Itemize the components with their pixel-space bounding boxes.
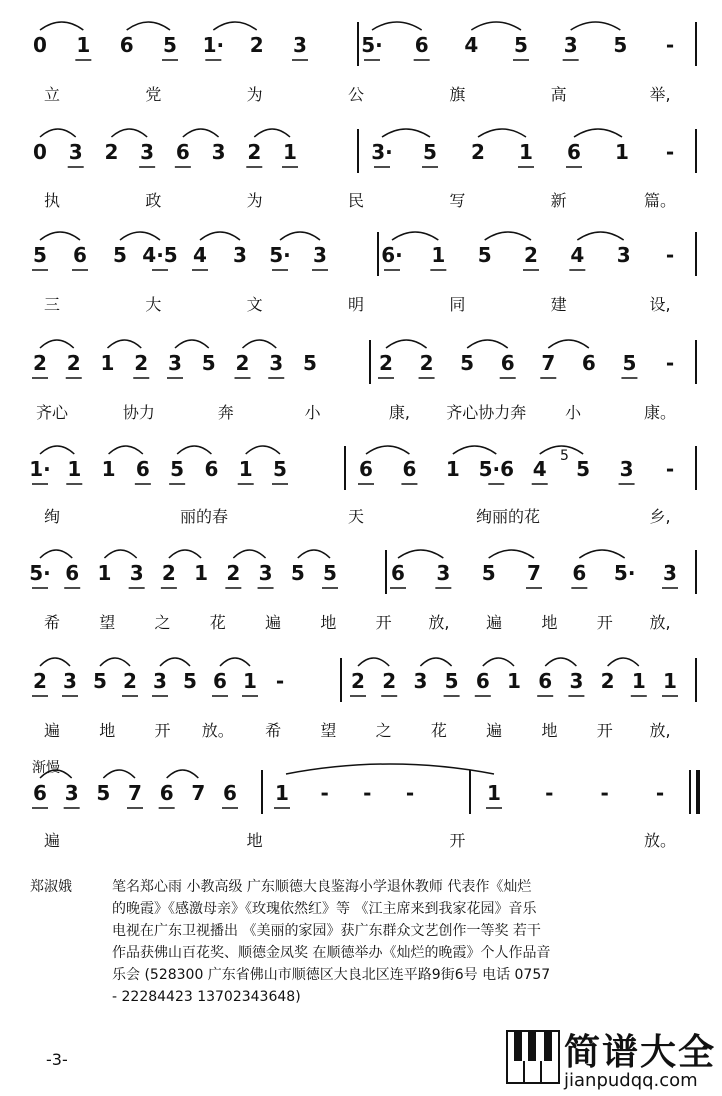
lyric-word: 齐心协力奔 bbox=[446, 403, 527, 422]
lyric-word: 天 bbox=[347, 507, 365, 526]
note: 7 bbox=[527, 561, 541, 585]
note: 1 bbox=[487, 781, 501, 805]
lyric-word: 丽的春 bbox=[179, 507, 229, 526]
note: - bbox=[363, 781, 372, 805]
note: - bbox=[665, 243, 675, 267]
note: 1 bbox=[507, 669, 521, 693]
slur-arc bbox=[467, 340, 508, 348]
slur-arc bbox=[485, 232, 531, 240]
lyric-word: 协力 bbox=[122, 403, 155, 422]
note: 3 bbox=[64, 781, 79, 805]
note: 6 bbox=[581, 351, 596, 375]
slur-arc bbox=[40, 446, 74, 454]
note: 3 bbox=[233, 243, 247, 267]
note: 5 bbox=[423, 140, 437, 164]
note: 2 bbox=[600, 669, 615, 693]
slur-arc bbox=[358, 658, 389, 666]
grace-note: 5 bbox=[560, 448, 569, 464]
bio-line: 笔名郑心雨 小教高级 广东顺德大良鉴海小学退休教师 代表作《灿烂 bbox=[112, 879, 532, 895]
note: 6 bbox=[73, 243, 87, 267]
note: 5 bbox=[303, 351, 317, 375]
lyric-word: 花 bbox=[430, 721, 447, 740]
note: 6 bbox=[213, 669, 227, 693]
slur-arc bbox=[254, 129, 290, 137]
note: - bbox=[665, 457, 675, 481]
note: 5 bbox=[481, 561, 496, 585]
slur-arc bbox=[608, 658, 639, 666]
lyric-word: 绚丽的花 bbox=[475, 507, 541, 526]
lyric-word: 地 bbox=[246, 831, 263, 850]
slur-arc bbox=[453, 446, 496, 454]
note: 3 bbox=[258, 561, 273, 585]
note: 5 bbox=[323, 561, 337, 585]
note: - bbox=[405, 781, 415, 805]
note: 1 bbox=[76, 33, 91, 57]
note: 3 bbox=[140, 140, 155, 164]
lyric-word: 高 bbox=[550, 85, 567, 104]
note: 5· bbox=[361, 33, 383, 57]
slur-arc bbox=[213, 22, 256, 30]
lyric-word: 遍 bbox=[43, 831, 61, 850]
slur-arc bbox=[120, 232, 160, 240]
slur-arc bbox=[392, 232, 438, 240]
slur-arc bbox=[40, 658, 70, 666]
note: 3 bbox=[168, 351, 182, 375]
lyric-word: 新 bbox=[550, 191, 567, 210]
lyric-word: 党 bbox=[145, 85, 162, 104]
slur-arc bbox=[104, 550, 136, 558]
lyric-word: 开 bbox=[596, 613, 613, 632]
lyric-word: 三 bbox=[43, 295, 61, 314]
slur-arc bbox=[177, 446, 211, 454]
note: 6 bbox=[175, 140, 190, 164]
note: 2 bbox=[379, 351, 393, 375]
slur-arc bbox=[233, 550, 265, 558]
note: 6 bbox=[135, 457, 150, 481]
slur-arc bbox=[398, 550, 443, 558]
note: 7 bbox=[191, 781, 206, 805]
note: - bbox=[655, 781, 665, 805]
note: 2 bbox=[247, 140, 262, 164]
lyric-word: 希 bbox=[43, 613, 61, 632]
slur-arc bbox=[109, 446, 143, 454]
note: 3 bbox=[63, 669, 77, 693]
slur-arc bbox=[280, 232, 320, 240]
tie-arc bbox=[286, 764, 494, 774]
note: 7 bbox=[541, 351, 556, 375]
lyric-word: 小 bbox=[565, 403, 582, 422]
lyric-word: 遍 bbox=[486, 721, 503, 740]
slur-arc bbox=[108, 340, 142, 348]
lyric-word: 遍 bbox=[265, 613, 282, 632]
note: 3 bbox=[436, 561, 451, 585]
lyric-word: 之 bbox=[375, 721, 392, 740]
note: - bbox=[320, 781, 329, 805]
note: 6 bbox=[65, 561, 80, 585]
note: 5 bbox=[576, 457, 591, 481]
lyric-word: 政 bbox=[145, 191, 162, 210]
slur-arc bbox=[127, 22, 170, 30]
note: 6 bbox=[159, 781, 174, 805]
slur-arc bbox=[40, 232, 80, 240]
note: 5 bbox=[113, 243, 127, 267]
brand-name: 简谱大全 bbox=[564, 1032, 717, 1073]
note: 7 bbox=[128, 781, 142, 805]
slur-arc bbox=[471, 22, 521, 30]
bio-line: 作品获佛山百花奖、顺德金凤奖 在顺德举办《灿烂的晚霞》个人作品音 bbox=[112, 945, 551, 961]
note: 1 bbox=[238, 457, 253, 481]
slur-arc bbox=[111, 129, 147, 137]
slur-arc bbox=[420, 658, 451, 666]
lyric-word: 放, bbox=[428, 613, 450, 632]
slur-arc bbox=[100, 658, 130, 666]
note: 1 bbox=[519, 140, 533, 164]
note: 1· bbox=[202, 33, 225, 57]
note: 4 bbox=[193, 243, 207, 267]
note: 6 bbox=[402, 457, 417, 481]
lyric-word: 开 bbox=[449, 831, 466, 850]
note: 5· bbox=[613, 561, 636, 585]
slur-arc bbox=[478, 129, 526, 137]
slur-arc bbox=[489, 550, 534, 558]
lyric-word: 明 bbox=[347, 295, 365, 314]
note: 0 bbox=[33, 33, 47, 57]
lyric-word: 花 bbox=[209, 613, 226, 632]
lyric-word: 望 bbox=[320, 721, 337, 740]
note: 5·6 bbox=[478, 457, 515, 481]
note: 5 bbox=[460, 351, 475, 375]
lyric-word: 遍 bbox=[486, 613, 503, 632]
note: 1 bbox=[275, 781, 289, 805]
note: 6 bbox=[33, 781, 47, 805]
note: 5 bbox=[93, 669, 107, 693]
bio-line: 的晚霞》《感激母亲》《玫瑰依然红》等 《江主席来到我家花园》音乐 bbox=[112, 901, 537, 917]
slur-arc bbox=[183, 129, 219, 137]
slur-arc bbox=[103, 770, 135, 778]
note: - bbox=[665, 351, 675, 375]
slur-arc bbox=[40, 340, 74, 348]
slur-arc bbox=[175, 340, 209, 348]
slur-arc bbox=[545, 658, 576, 666]
slur-arc bbox=[40, 129, 76, 137]
note: 4 bbox=[570, 243, 585, 267]
note: 3 bbox=[616, 243, 631, 267]
composer-name: 郑淑娥 bbox=[30, 879, 72, 895]
lyric-word: 放。 bbox=[201, 721, 234, 740]
lyric-word: 写 bbox=[449, 191, 466, 210]
lyric-word: 执 bbox=[43, 191, 61, 210]
note: 5 bbox=[163, 33, 177, 57]
note: 5· bbox=[29, 561, 51, 585]
lyric-word: 希 bbox=[265, 721, 282, 740]
note: 3· bbox=[371, 140, 393, 164]
composer-bio-text bbox=[112, 876, 702, 1008]
note: 4·5 bbox=[142, 243, 178, 267]
note: 2 bbox=[226, 561, 241, 585]
slur-arc bbox=[386, 340, 427, 348]
slur-arc bbox=[577, 232, 623, 240]
note: 2 bbox=[351, 669, 365, 693]
note: 3 bbox=[293, 33, 307, 57]
lyric-word: 篇。 bbox=[643, 191, 677, 210]
lyric-word: 旗 bbox=[449, 85, 466, 104]
lyric-word: 放, bbox=[649, 613, 671, 632]
slur-arc bbox=[40, 550, 72, 558]
note: 1 bbox=[615, 140, 629, 164]
note: 2 bbox=[471, 140, 485, 164]
note: 2 bbox=[33, 351, 47, 375]
slur-arc bbox=[40, 22, 83, 30]
bio-line: 乐会 (528300 广东省佛山市顺德区大良北区连平路9街6号 电话 0757 bbox=[112, 967, 551, 983]
bio-line: - 22284423 13702343648) bbox=[112, 989, 301, 1005]
lyric-word: 设, bbox=[649, 295, 671, 314]
lyric-word: 地 bbox=[541, 721, 558, 740]
note: 5 bbox=[477, 243, 492, 267]
note: 6 bbox=[359, 457, 373, 481]
note: - bbox=[665, 33, 675, 57]
note: 6 bbox=[538, 669, 553, 693]
note: 2 bbox=[249, 33, 264, 57]
note: 6 bbox=[500, 351, 515, 375]
note: 1· bbox=[29, 457, 51, 481]
note: 5 bbox=[96, 781, 111, 805]
lyric-word: 康。 bbox=[643, 403, 677, 422]
lyric-word: 奔 bbox=[217, 403, 234, 422]
note: 1 bbox=[67, 457, 82, 481]
note: - bbox=[665, 140, 675, 164]
slur-arc bbox=[243, 340, 277, 348]
note: 3 bbox=[129, 561, 144, 585]
note: 5 bbox=[201, 351, 216, 375]
lyric-word: 同 bbox=[449, 295, 466, 314]
note: 6 bbox=[475, 669, 490, 693]
note: 3 bbox=[269, 351, 284, 375]
lyric-word: 文 bbox=[246, 295, 263, 314]
note: 6· bbox=[381, 243, 403, 267]
lyric-word: 康, bbox=[388, 403, 410, 422]
lyric-word: 地 bbox=[99, 721, 116, 740]
note: 5 bbox=[613, 33, 628, 57]
note: 2 bbox=[161, 561, 176, 585]
lyric-word: 绚 bbox=[43, 507, 61, 526]
note: 1 bbox=[663, 669, 677, 693]
lyric-word: 小 bbox=[304, 403, 321, 422]
note: 5 bbox=[33, 243, 47, 267]
note: 2 bbox=[33, 669, 47, 693]
lyric-word: 开 bbox=[375, 613, 392, 632]
lyric-word: 乡, bbox=[649, 507, 671, 526]
slur-arc bbox=[169, 550, 201, 558]
bio-line: 电视在广东卫视播出 《美丽的家园》获广东群众文艺创作一等奖 若干 bbox=[112, 923, 541, 939]
slur-arc bbox=[483, 658, 514, 666]
slur-arc bbox=[246, 446, 280, 454]
lyric-word: 放。 bbox=[643, 831, 677, 850]
note: 2 bbox=[66, 351, 81, 375]
slur-arc bbox=[167, 770, 199, 778]
note: 5 bbox=[290, 561, 305, 585]
note: 0 bbox=[33, 140, 47, 164]
lyric-word: 举, bbox=[649, 85, 671, 104]
lyric-word: 为 bbox=[246, 85, 263, 104]
lyric-word: 地 bbox=[320, 613, 337, 632]
note: 6 bbox=[223, 781, 237, 805]
slur-arc bbox=[548, 340, 589, 348]
note: 5 bbox=[444, 669, 459, 693]
note: 2 bbox=[235, 351, 250, 375]
slur-arc bbox=[571, 22, 621, 30]
piano-keys-icon bbox=[506, 1030, 560, 1084]
lyric-word: 放, bbox=[649, 721, 671, 740]
note: 1 bbox=[431, 243, 446, 267]
slur-arc bbox=[382, 129, 430, 137]
note: 1 bbox=[243, 669, 257, 693]
lyric-word: 望 bbox=[99, 613, 116, 632]
note: 5· bbox=[269, 243, 291, 267]
slur-arc bbox=[574, 129, 622, 137]
tempo-marking: 渐慢 bbox=[32, 760, 60, 776]
lyric-word: 大 bbox=[145, 295, 162, 314]
note: - bbox=[600, 781, 609, 805]
note: 2 bbox=[134, 351, 149, 375]
note: 5 bbox=[514, 33, 528, 57]
note: 3 bbox=[619, 457, 634, 481]
note: 2 bbox=[104, 140, 119, 164]
page-number: -3- bbox=[46, 1050, 68, 1069]
note: 3 bbox=[663, 561, 677, 585]
note: 3 bbox=[313, 243, 327, 267]
note: 3 bbox=[68, 140, 83, 164]
note: 1 bbox=[97, 561, 112, 585]
note: 6 bbox=[391, 561, 405, 585]
note: 1 bbox=[445, 457, 460, 481]
note: 2 bbox=[123, 669, 137, 693]
note: 6 bbox=[567, 140, 581, 164]
note: 1 bbox=[283, 140, 297, 164]
note: 6 bbox=[204, 457, 219, 481]
lyric-word: 为 bbox=[246, 191, 263, 210]
slur-arc bbox=[160, 658, 190, 666]
note: 2 bbox=[524, 243, 538, 267]
lyric-word: 之 bbox=[154, 613, 171, 632]
slur-arc bbox=[200, 232, 240, 240]
site-logo[interactable] bbox=[506, 1024, 718, 1092]
lyric-word: 齐心 bbox=[35, 403, 69, 422]
note: 5 bbox=[622, 351, 637, 375]
slur-arc bbox=[366, 446, 409, 454]
note: 3 bbox=[569, 669, 584, 693]
note: 3 bbox=[211, 140, 226, 164]
lyric-word: 遍 bbox=[43, 721, 61, 740]
slur-arc bbox=[298, 550, 330, 558]
note: 4 bbox=[464, 33, 479, 57]
lyric-word: 开 bbox=[154, 721, 171, 740]
note: 3 bbox=[563, 33, 578, 57]
lyric-word: 建 bbox=[550, 295, 567, 314]
lyric-word: 开 bbox=[596, 721, 613, 740]
slur-arc bbox=[372, 22, 422, 30]
note: 2 bbox=[382, 669, 397, 693]
note: - bbox=[275, 669, 285, 693]
slur-arc bbox=[220, 658, 250, 666]
slur-arc bbox=[579, 550, 624, 558]
note: 6 bbox=[119, 33, 134, 57]
note: 1 bbox=[631, 669, 646, 693]
note: 3 bbox=[153, 669, 167, 693]
note: 3 bbox=[413, 669, 428, 693]
note: 5 bbox=[183, 669, 197, 693]
site-url: jianpudqq.com bbox=[564, 1070, 698, 1091]
lyric-word: 公 bbox=[347, 85, 365, 104]
note: 5 bbox=[170, 457, 185, 481]
lyric-word: 民 bbox=[347, 191, 365, 210]
note: 1 bbox=[194, 561, 209, 585]
lyric-word: 地 bbox=[541, 613, 558, 632]
note: 6 bbox=[572, 561, 587, 585]
note: - bbox=[545, 781, 554, 805]
lyric-word: 立 bbox=[43, 85, 61, 104]
note: 1 bbox=[101, 457, 116, 481]
note: 6 bbox=[414, 33, 429, 57]
note: 5 bbox=[273, 457, 287, 481]
note: 4 bbox=[532, 457, 547, 481]
note: 2 bbox=[419, 351, 434, 375]
note: 1 bbox=[100, 351, 115, 375]
